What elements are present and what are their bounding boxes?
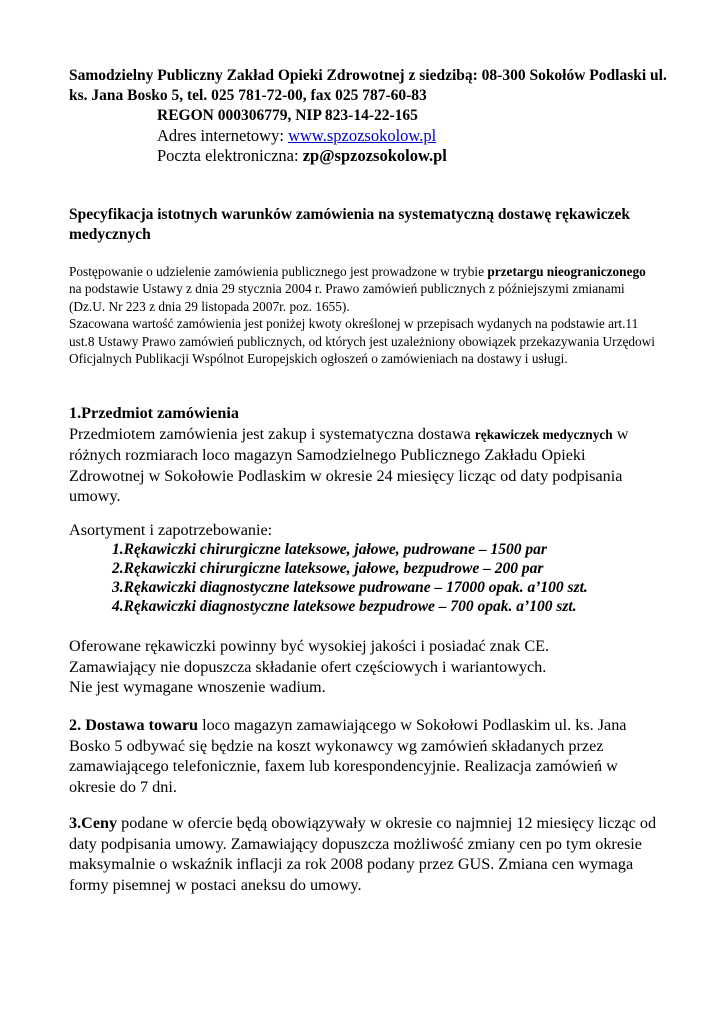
intro-p1-rest: na podstawie Ustawy z dnia 29 stycznia 2004 r. Prawo zamówień publicznych z późniejszymi zmianami (Dz.U. Nr 223 z dnia 29 listopada 2007r. poz. 1655). bbox=[69, 281, 625, 314]
section-prices bbox=[69, 813, 659, 895]
section-2-body: loco magazyn zamawiającego w Sokołowi Podlaskim ul. ks. Jana Bosko 5 odbywać się będzie na koszt wykonawcy wg zamówień składanych przez zamawiającego telefonicznie, faxem lub korespondencyjnie. Realizacja zamówień w okresie do 7 dni. bbox=[69, 716, 627, 796]
email-label: Poczta elektroniczna: bbox=[157, 146, 303, 165]
list-item: 4.Rękawiczki diagnostyczne lateksowe bezpudrowe – 700 opak. a’100 szt. bbox=[112, 598, 577, 615]
section-subject bbox=[69, 403, 659, 507]
section-1-text-b: w różnych rozmiarach loco magazyn Samodzielnego Publicznego Zakładu Opieki Zdrowotnej w Sokołowie Podlaskim w okresie 24 miesięcy licząc od daty podpisania umowy. bbox=[69, 424, 629, 505]
section-1-bold: rękawiczek medycznych bbox=[474, 426, 613, 442]
section-delivery bbox=[69, 715, 659, 797]
website-line bbox=[69, 126, 669, 146]
assortment-label: Asortyment i zapotrzebowanie: bbox=[69, 521, 273, 539]
section-2-text bbox=[69, 715, 659, 797]
section-3-heading: 3.Ceny bbox=[69, 814, 118, 832]
list-item: 2.Rękawiczki chirurgiczne lateksowe, jałowe, bezpudrowe – 200 par bbox=[112, 560, 544, 577]
section-1-heading: 1.Przedmiot zamówienia bbox=[69, 404, 239, 422]
assortment-block bbox=[69, 520, 669, 616]
institution-address: Samodzielny Publiczny Zakład Opieki Zdrowotnej z siedzibą: 08-300 Sokołów Podlaski ul. ks. Jana Bosko 5, tel. 025 781-72-00, fax 025 787-60-83 bbox=[69, 67, 667, 104]
email-line bbox=[69, 146, 669, 166]
email-address: zp@spzozsokolow.pl bbox=[302, 146, 447, 165]
list-item: 3.Rękawiczki diagnostyczne lateksowe pudrowane – 17000 opak. a’100 szt. bbox=[112, 579, 588, 596]
intro-paragraph-1 bbox=[69, 263, 659, 315]
section-3-text bbox=[69, 813, 659, 895]
website-link[interactable]: www.spzozsokolow.pl bbox=[288, 126, 437, 145]
procedure-type: przetargu nieograniczonego bbox=[487, 264, 646, 279]
spec-title: Specyfikacja istotnych warunków zamówienia na systematyczną dostawę rękawiczek medycznych bbox=[69, 206, 630, 243]
section-3-body: podane w ofercie będą obowiązywały w okresie co najmniej 12 miesięcy licząc od daty podpisania umowy. Zamawiający dopuszcza możliwość zmiany cen po tym okresie maksymalnie o wskaźnik inflacji za rok 2008 podany przez GUS. Zmiana cen wymaga formy pisemnej w postaci aneksu do umowy. bbox=[69, 814, 657, 894]
regon-nip: REGON 000306779, NIP 823-14-22-165 bbox=[157, 107, 418, 124]
intro-block bbox=[69, 263, 659, 367]
section-2-heading: 2. Dostawa towaru bbox=[69, 716, 199, 734]
offer-conditions bbox=[69, 636, 669, 698]
offer-line-2: Zamawiający nie dopuszcza składanie ofert częściowych i wariantowych. bbox=[69, 657, 547, 676]
offer-line-1: Oferowane rękawiczki powinny być wysokiej jakości i posiadać znak CE. bbox=[69, 637, 550, 655]
section-1-text-a: Przedmiotem zamówienia jest zakup i systematyczna dostawa bbox=[69, 424, 475, 443]
website-label: Adres internetowy: bbox=[157, 126, 289, 145]
intro-paragraph-2: Szacowana wartość zamówienia jest poniżej kwoty określonej w przepisach wydanych na podstawie art.11 ust.8 Ustawy Prawo zamówień publicznych, od których jest uzależniony obowiązek przekazywania Urzędowi Oficjalnych Publikacji Wspólnot Europejskich ogłoszeń o zamówieniach na dostawy i usługi. bbox=[69, 316, 655, 367]
document-header bbox=[69, 66, 669, 166]
intro-p1-text: Postępowanie o udzielenie zamówienia publicznego jest prowadzone w trybie bbox=[69, 264, 488, 279]
list-item: 1.Rękawiczki chirurgiczne lateksowe, jałowe, pudrowane – 1500 par bbox=[112, 541, 547, 558]
offer-line-3: Nie jest wymagane wnoszenie wadium. bbox=[69, 678, 326, 696]
section-1-text bbox=[69, 424, 659, 507]
assortment-list bbox=[69, 540, 669, 616]
